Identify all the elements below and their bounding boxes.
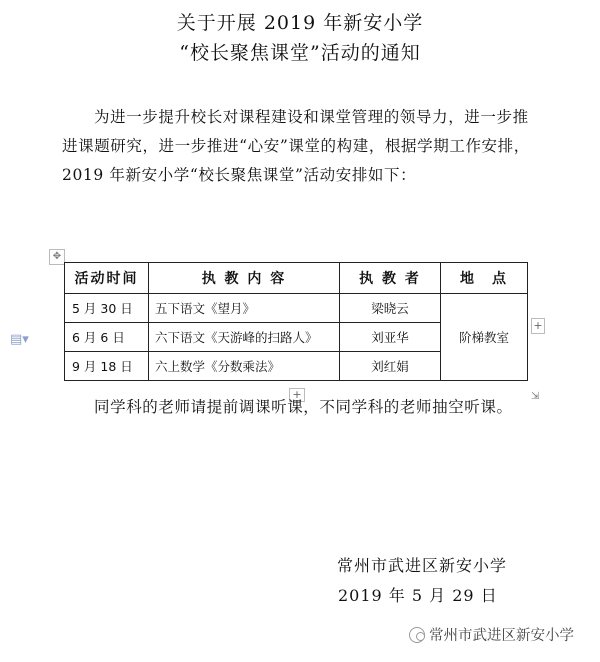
signature-date: 2019 年 5 月 29 日	[338, 586, 498, 605]
cell-content: 六上数学《分数乘法》	[149, 352, 340, 381]
cell-date: 5 月 30 日	[65, 294, 149, 323]
cell-teacher: 刘亚华	[340, 323, 441, 352]
cell-date: 9 月 18 日	[65, 352, 149, 381]
add-column-plus-icon[interactable]: +	[531, 318, 545, 334]
watermark-text: 常州市武进区新安小学	[429, 628, 574, 644]
document-icon[interactable]: ▤▾	[10, 332, 29, 347]
intro-paragraph	[62, 103, 532, 190]
resize-icon[interactable]: ⇲	[531, 391, 540, 402]
watermark	[409, 624, 574, 645]
header-time: 活动时间	[65, 263, 149, 294]
note-paragraph-text: 同学科的老师请提前调课听课，不同学科的老师抽空听课。	[94, 398, 513, 416]
signature-school: 常州市武进区新安小学	[337, 556, 508, 575]
move-handle-icon[interactable]: ✥	[49, 249, 65, 265]
add-row-plus-icon[interactable]: +	[289, 388, 305, 402]
cell-content: 六下语文《天游峰的扫路人》	[149, 323, 340, 352]
header-location: 地 点	[441, 263, 528, 294]
table-row	[65, 294, 528, 323]
header-teacher: 执 教 者	[340, 263, 441, 294]
cell-date: 6 月 6 日	[65, 323, 149, 352]
cell-location: 阶梯教室	[441, 294, 528, 381]
intro-paragraph-text: 为进一步提升校长对课程建设和课堂管理的领导力，进一步推进课题研究，进一步推进“心安”课堂的构建，根据学期工作安排，2019 年新安小学“校长聚焦课堂”活动安排如下：	[62, 108, 530, 184]
cell-teacher: 刘红娟	[340, 352, 441, 381]
title-line-1: 关于开展 2019 年新安小学	[176, 12, 424, 34]
title-line-2: “校长聚焦课堂”活动的通知	[179, 42, 421, 64]
table-header-row	[65, 263, 528, 294]
schedule-table	[64, 262, 528, 381]
note-paragraph	[62, 393, 532, 422]
cell-teacher: 梁晓云	[340, 294, 441, 323]
cell-content: 五下语文《望月》	[149, 294, 340, 323]
header-content: 执 教 内 容	[149, 263, 340, 294]
wechat-logo-icon	[409, 627, 425, 643]
